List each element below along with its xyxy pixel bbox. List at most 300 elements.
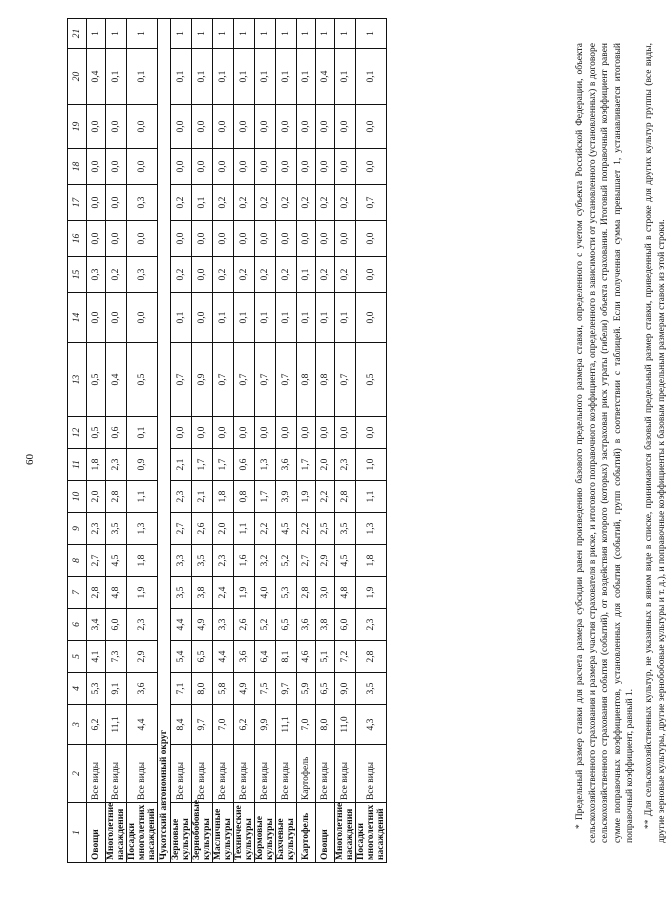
value-cell: 4,8 [106, 577, 127, 609]
value-cell: 1 [106, 19, 127, 49]
value-cell: 0,3 [87, 257, 106, 293]
value-cell: 1,8 [213, 481, 234, 513]
value-cell: 0,0 [356, 149, 387, 185]
value-cell: 6,4 [255, 641, 276, 673]
value-cell: 1,9 [234, 577, 255, 609]
value-cell: 1 [192, 19, 213, 49]
value-cell: 0,2 [316, 185, 335, 221]
value-cell: 1 [356, 19, 387, 49]
value-cell: 0,2 [234, 185, 255, 221]
value-cell: 3,9 [276, 481, 297, 513]
header-cell: 21 [68, 19, 87, 49]
header-cell: 18 [68, 149, 87, 185]
header-cell: 14 [68, 293, 87, 343]
value-cell: 0,2 [335, 257, 356, 293]
value-cell: 0,0 [316, 417, 335, 449]
value-cell: 0,1 [297, 257, 316, 293]
value-cell: 7,5 [255, 673, 276, 705]
value-cell: 0,0 [297, 417, 316, 449]
value-cell: 0,5 [127, 343, 158, 417]
value-cell: 0,0 [297, 221, 316, 257]
value-cell: 0,0 [297, 105, 316, 149]
value-cell: 0,2 [171, 257, 192, 293]
value-cell: 0,1 [356, 49, 387, 105]
value-cell: 4,4 [127, 705, 158, 745]
value-cell: 6,0 [335, 609, 356, 641]
value-cell: 0,0 [234, 105, 255, 149]
value-cell: 9,0 [335, 673, 356, 705]
table-row [335, 19, 356, 863]
value-cell: 1,1 [234, 513, 255, 545]
crop-name-cell: Посадки многолетних насаждений [127, 803, 158, 863]
value-cell: 9,7 [276, 673, 297, 705]
footnote-1 [574, 43, 668, 843]
crop-type-cell: Все виды [171, 745, 192, 803]
crop-type-cell: Все виды [192, 745, 213, 803]
header-cell: 16 [68, 221, 87, 257]
value-cell: 0,0 [106, 221, 127, 257]
header-cell: 2 [68, 745, 87, 803]
value-cell: 2,3 [171, 481, 192, 513]
value-cell: 11,0 [335, 705, 356, 745]
value-cell: 0,0 [356, 417, 387, 449]
header-cell: 3 [68, 705, 87, 745]
value-cell: 0,1 [213, 49, 234, 105]
value-cell: 2,7 [297, 545, 316, 577]
header-cell: 1 [68, 803, 87, 863]
value-cell: 4,5 [276, 513, 297, 545]
value-cell: 0,0 [171, 149, 192, 185]
value-cell: 0,8 [316, 343, 335, 417]
value-cell: 0,0 [316, 105, 335, 149]
value-cell: 0,0 [87, 105, 106, 149]
crop-type-cell: Все виды [213, 745, 234, 803]
value-cell: 0,0 [335, 221, 356, 257]
value-cell: 2,3 [127, 609, 158, 641]
value-cell: 0,1 [192, 185, 213, 221]
value-cell: 0,0 [255, 105, 276, 149]
crop-name-cell: Овощи [87, 803, 106, 863]
value-cell: 2,2 [255, 513, 276, 545]
value-cell: 6,5 [276, 609, 297, 641]
value-cell: 0,2 [213, 257, 234, 293]
value-cell: 7,0 [213, 705, 234, 745]
table-row [255, 19, 276, 863]
value-cell: 2,3 [87, 513, 106, 545]
table-row [276, 19, 297, 863]
value-cell: 0,4 [87, 49, 106, 105]
value-cell: 1,0 [356, 449, 387, 481]
value-cell: 0,0 [192, 257, 213, 293]
table-row [87, 19, 106, 863]
value-cell: 0,3 [127, 257, 158, 293]
crop-name-cell: Зерновые культуры [171, 803, 192, 863]
value-cell: 0,0 [316, 149, 335, 185]
value-cell: 0,0 [356, 293, 387, 343]
value-cell: 2,1 [171, 449, 192, 481]
value-cell: 4,4 [171, 609, 192, 641]
value-cell: 0,2 [297, 185, 316, 221]
value-cell: 1 [127, 19, 158, 49]
value-cell: 3,5 [192, 545, 213, 577]
crop-name-cell: Посадки многолетних насаждений [356, 803, 387, 863]
value-cell: 1,3 [127, 513, 158, 545]
value-cell: 6,5 [192, 641, 213, 673]
value-cell: 3,6 [297, 609, 316, 641]
value-cell: 2,1 [192, 481, 213, 513]
header-cell: 6 [68, 609, 87, 641]
header-cell: 4 [68, 673, 87, 705]
value-cell: 0,0 [335, 149, 356, 185]
value-cell: 9,1 [106, 673, 127, 705]
value-cell: 1,3 [356, 513, 387, 545]
value-cell: 0,0 [192, 105, 213, 149]
crop-type-cell: Все виды [276, 745, 297, 803]
value-cell: 0,0 [106, 149, 127, 185]
header-cell: 10 [68, 481, 87, 513]
table-row [356, 19, 387, 863]
crop-name-cell: Бахчевые культуры [276, 803, 297, 863]
value-cell: 0,9 [192, 343, 213, 417]
table-row [316, 19, 335, 863]
value-cell: 4,9 [234, 673, 255, 705]
value-cell: 2,0 [316, 449, 335, 481]
value-cell: 4,3 [356, 705, 387, 745]
value-cell: 0,7 [171, 343, 192, 417]
value-cell: 4,0 [255, 577, 276, 609]
crop-name-cell: Многолетние насаждения [335, 803, 356, 863]
value-cell: 0,9 [127, 449, 158, 481]
value-cell: 0,1 [234, 293, 255, 343]
value-cell: 0,0 [234, 149, 255, 185]
value-cell: 0,1 [106, 49, 127, 105]
crop-type-cell: Картофель [297, 745, 316, 803]
value-cell: 0,0 [106, 105, 127, 149]
value-cell: 8,4 [171, 705, 192, 745]
value-cell: 0,2 [234, 257, 255, 293]
value-cell: 0,6 [234, 449, 255, 481]
value-cell: 1,1 [356, 481, 387, 513]
value-cell: 2,7 [171, 513, 192, 545]
value-cell: 0,8 [297, 343, 316, 417]
value-cell: 0,2 [255, 257, 276, 293]
value-cell: 0,1 [276, 293, 297, 343]
value-cell: 2,6 [192, 513, 213, 545]
value-cell: 2,3 [335, 449, 356, 481]
value-cell: 2,8 [335, 481, 356, 513]
value-cell: 0,4 [106, 343, 127, 417]
value-cell: 7,0 [297, 705, 316, 745]
header-cell: 17 [68, 185, 87, 221]
value-cell: 0,0 [213, 105, 234, 149]
value-cell: 2,0 [87, 481, 106, 513]
crop-type-cell: Все виды [106, 745, 127, 803]
value-cell: 0,0 [127, 149, 158, 185]
value-cell: 0,0 [127, 221, 158, 257]
value-cell: 1 [335, 19, 356, 49]
value-cell: 1 [297, 19, 316, 49]
crop-name-cell: Овощи [316, 803, 335, 863]
value-cell: 0,2 [171, 185, 192, 221]
value-cell: 8,0 [316, 705, 335, 745]
value-cell: 5,1 [316, 641, 335, 673]
value-cell: 0,1 [297, 49, 316, 105]
value-cell: 0,7 [255, 343, 276, 417]
value-cell: 1 [276, 19, 297, 49]
crop-type-cell: Все виды [356, 745, 387, 803]
value-cell: 1,1 [127, 481, 158, 513]
table-body [87, 19, 387, 863]
table-row [192, 19, 213, 863]
value-cell: 4,5 [335, 545, 356, 577]
value-cell: 2,8 [87, 577, 106, 609]
value-cell: 1,8 [127, 545, 158, 577]
value-cell: 0,0 [192, 221, 213, 257]
value-cell: 0,1 [192, 49, 213, 105]
value-cell: 5,4 [171, 641, 192, 673]
crop-type-cell: Все виды [234, 745, 255, 803]
value-cell: 9,9 [255, 705, 276, 745]
value-cell: 0,2 [106, 257, 127, 293]
value-cell: 0,0 [356, 221, 387, 257]
value-cell: 0,0 [87, 221, 106, 257]
value-cell: 0,0 [255, 149, 276, 185]
value-cell: 6,5 [316, 673, 335, 705]
value-cell: 5,8 [213, 673, 234, 705]
value-cell: 0,1 [127, 49, 158, 105]
value-cell: 1,8 [356, 545, 387, 577]
crop-name-cell: Картофель [297, 803, 316, 863]
region-row [158, 19, 171, 863]
value-cell: 0,6 [106, 417, 127, 449]
value-cell: 3,5 [171, 577, 192, 609]
value-cell: 0,0 [276, 221, 297, 257]
region-name: Чукотский автономный округ [158, 19, 171, 863]
value-cell: 2,9 [127, 641, 158, 673]
value-cell: 0,1 [297, 293, 316, 343]
value-cell: 4,6 [297, 641, 316, 673]
value-cell: 3,6 [127, 673, 158, 705]
value-cell: 0,1 [127, 417, 158, 449]
value-cell: 1,6 [234, 545, 255, 577]
value-cell: 0,0 [127, 293, 158, 343]
value-cell: 0,0 [356, 257, 387, 293]
value-cell: 3,4 [87, 609, 106, 641]
value-cell: 0,5 [87, 417, 106, 449]
value-cell: 3,6 [234, 641, 255, 673]
crop-type-cell: Все виды [335, 745, 356, 803]
table-row [127, 19, 158, 863]
value-cell: 0,0 [192, 293, 213, 343]
value-cell: 7,1 [171, 673, 192, 705]
value-cell: 1 [316, 19, 335, 49]
value-cell: 0,0 [234, 221, 255, 257]
header-cell: 9 [68, 513, 87, 545]
value-cell: 5,2 [255, 609, 276, 641]
header-cell: 7 [68, 577, 87, 609]
footnote-2-text: ** Для сельскохозяйственных культур, не указанных в явном виде в списке, принимаются базовый предельный размер ставки, приведенный в строке для других культур группы (все виды, другие зерновые культуры, другие зернобобовые культуры и т. д.), и поправочные коэффициенты к базовым предельным размерам ставок из этой строки. [643, 43, 667, 843]
value-cell: 0,1 [276, 49, 297, 105]
value-cell: 0,0 [106, 293, 127, 343]
value-cell: 3,5 [335, 513, 356, 545]
value-cell: 0,2 [316, 257, 335, 293]
page-number: 60 [24, 454, 36, 465]
value-cell: 0,2 [213, 185, 234, 221]
footnote-1-text: * Предельный размер ставки для расчета размера субсидии равен произведению базового предельного размера ставки, определенного с учетом субъекта Российской Федерации, объекта сельскохозяйственного страхования и размера участия страхователя в риске, и итогового поправочного коэффициента, определенного в зависимости от установленного (установленных) в договоре сельскохозяйственного страхования события (событий), от воздействия которого (которых) застрахован риск утраты (гибели) объекта страхования. Итоговый поправочный коэффициент равен сумме поправочных коэффициентов, установленных для события (событий, групп событий) в соответствии с таблицей. Если полученная сумма превышает 1, устанавливается итоговый поправочный коэффициент, равный 1. [575, 43, 636, 843]
value-cell: 1,7 [213, 449, 234, 481]
crop-name-cell: Зернобобовые культуры [192, 803, 213, 863]
value-cell: 0,7 [234, 343, 255, 417]
value-cell: 6,2 [234, 705, 255, 745]
crop-name-cell: Технические культуры [234, 803, 255, 863]
value-cell: 0,1 [335, 293, 356, 343]
value-cell: 0,0 [316, 221, 335, 257]
value-cell: 0,3 [127, 185, 158, 221]
header-cell: 12 [68, 417, 87, 449]
rates-table [67, 18, 387, 863]
value-cell: 2,3 [106, 449, 127, 481]
value-cell: 8,0 [192, 673, 213, 705]
value-cell: 2,3 [356, 609, 387, 641]
value-cell: 2,0 [213, 513, 234, 545]
table-row [213, 19, 234, 863]
value-cell: 4,9 [192, 609, 213, 641]
crop-type-cell: Все виды [316, 745, 335, 803]
table-row [106, 19, 127, 863]
crop-type-cell: Все виды [127, 745, 158, 803]
value-cell: 0,0 [255, 221, 276, 257]
value-cell: 0,5 [356, 343, 387, 417]
value-cell: 5,3 [276, 577, 297, 609]
value-cell: 0,0 [192, 417, 213, 449]
value-cell: 8,1 [276, 641, 297, 673]
value-cell: 0,0 [87, 293, 106, 343]
value-cell: 2,8 [356, 641, 387, 673]
value-cell: 0,0 [276, 149, 297, 185]
crop-name-cell: Многолетние насаждения [106, 803, 127, 863]
value-cell: 4,8 [335, 577, 356, 609]
value-cell: 0,0 [171, 105, 192, 149]
value-cell: 2,9 [316, 545, 335, 577]
value-cell: 0,1 [171, 49, 192, 105]
value-cell: 0,1 [316, 293, 335, 343]
value-cell: 0,0 [356, 105, 387, 149]
value-cell: 7,3 [106, 641, 127, 673]
header-cell: 11 [68, 449, 87, 481]
value-cell: 0,0 [171, 417, 192, 449]
value-cell: 1,9 [297, 481, 316, 513]
value-cell: 0,1 [234, 49, 255, 105]
value-cell: 4,1 [87, 641, 106, 673]
value-cell: 4,4 [213, 641, 234, 673]
value-cell: 4,5 [106, 545, 127, 577]
value-cell: 1,9 [127, 577, 158, 609]
table-row [234, 19, 255, 863]
value-cell: 0,0 [234, 417, 255, 449]
value-cell: 3,3 [171, 545, 192, 577]
value-cell: 11,1 [276, 705, 297, 745]
value-cell: 0,8 [234, 481, 255, 513]
value-cell: 5,3 [87, 673, 106, 705]
value-cell: 7,2 [335, 641, 356, 673]
value-cell: 0,1 [171, 293, 192, 343]
value-cell: 1 [213, 19, 234, 49]
value-cell: 3,2 [255, 545, 276, 577]
value-cell: 6,0 [106, 609, 127, 641]
value-cell: 5,2 [276, 545, 297, 577]
value-cell: 0,0 [127, 105, 158, 149]
value-cell: 2,2 [316, 481, 335, 513]
header-cell: 13 [68, 343, 87, 417]
value-cell: 1,8 [87, 449, 106, 481]
value-cell: 0,1 [255, 293, 276, 343]
header-cell: 5 [68, 641, 87, 673]
header-cell: 19 [68, 105, 87, 149]
value-cell: 3,3 [213, 609, 234, 641]
value-cell: 0,0 [213, 149, 234, 185]
value-cell: 3,5 [356, 673, 387, 705]
crop-type-cell: Все виды [255, 745, 276, 803]
value-cell: 3,6 [276, 449, 297, 481]
value-cell: 1,7 [297, 449, 316, 481]
value-cell: 0,2 [276, 185, 297, 221]
value-cell: 1 [234, 19, 255, 49]
value-cell: 0,0 [192, 149, 213, 185]
value-cell: 0,7 [356, 185, 387, 221]
value-cell: 6,2 [87, 705, 106, 745]
value-cell: 3,5 [106, 513, 127, 545]
value-cell: 0,0 [335, 105, 356, 149]
value-cell: 0,1 [255, 49, 276, 105]
value-cell: 0,0 [87, 149, 106, 185]
value-cell: 1 [87, 19, 106, 49]
value-cell: 1,3 [255, 449, 276, 481]
value-cell: 0,7 [276, 343, 297, 417]
header-cell: 20 [68, 49, 87, 105]
value-cell: 0,2 [276, 257, 297, 293]
table-row [171, 19, 192, 863]
value-cell: 0,0 [171, 221, 192, 257]
value-cell: 2,2 [297, 513, 316, 545]
value-cell: 0,0 [255, 417, 276, 449]
value-cell: 5,9 [297, 673, 316, 705]
value-cell: 0,1 [335, 49, 356, 105]
value-cell: 2,8 [297, 577, 316, 609]
value-cell: 0,0 [276, 105, 297, 149]
value-cell: 0,0 [213, 221, 234, 257]
header-cell: 8 [68, 545, 87, 577]
value-cell: 0,7 [213, 343, 234, 417]
value-cell: 2,5 [316, 513, 335, 545]
value-cell: 1 [255, 19, 276, 49]
value-cell: 1,7 [192, 449, 213, 481]
value-cell: 3,0 [316, 577, 335, 609]
header-row [68, 19, 87, 863]
crop-type-cell: Все виды [87, 745, 106, 803]
value-cell: 2,7 [87, 545, 106, 577]
value-cell: 0,0 [297, 149, 316, 185]
value-cell: 0,0 [213, 417, 234, 449]
value-cell: 3,8 [316, 609, 335, 641]
value-cell: 0,0 [106, 185, 127, 221]
value-cell: 2,3 [213, 545, 234, 577]
crop-name-cell: Масличные культуры [213, 803, 234, 863]
value-cell: 0,4 [316, 49, 335, 105]
value-cell: 1,7 [255, 481, 276, 513]
value-cell: 9,7 [192, 705, 213, 745]
value-cell: 1,9 [356, 577, 387, 609]
value-cell: 3,8 [192, 577, 213, 609]
